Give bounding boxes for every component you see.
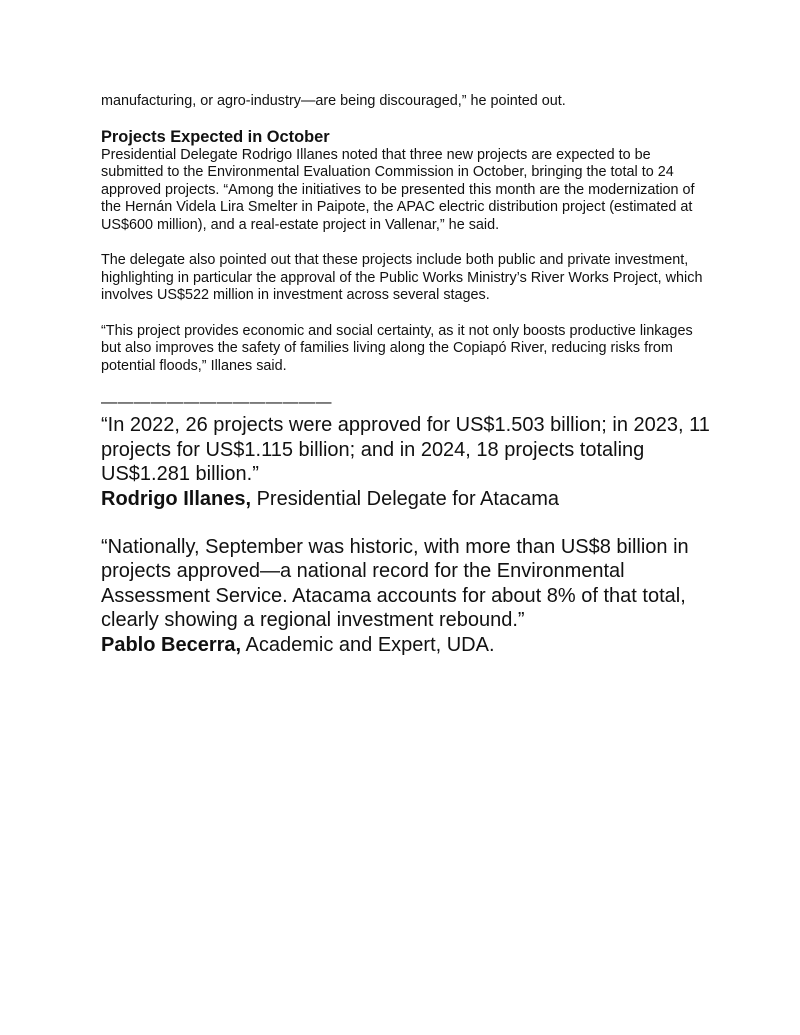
- quote-author-role: Academic and Expert, UDA.: [241, 633, 495, 656]
- body-paragraph-3: “This project provides economic and social certainty, as it not only boosts productive linkages but also improves the safety of families living along the Copiapó River, reducing risks from potential floods,” Illanes said.: [101, 322, 693, 374]
- quote-attribution: [101, 633, 711, 657]
- spacer: [101, 511, 711, 535]
- quote-author-role: Presidential Delegate for Atacama: [251, 487, 559, 510]
- quote-author: Pablo Becerra,: [101, 633, 242, 656]
- section-heading: Projects Expected in October: [101, 127, 330, 146]
- quote-author: Rodrigo Illanes,: [101, 487, 252, 510]
- body-paragraph-2: The delegate also pointed out that these projects include both public and private investment, highlighting in particular the approval of the Public Works Ministry’s River Works Project, which involves US$522 million in investment across several stages.: [101, 252, 703, 304]
- pull-quote-2: [101, 535, 711, 657]
- document-page: [101, 93, 711, 657]
- quote-text: “In 2022, 26 projects were approved for US$1.503 billion; in 2023, 11 projects for US$1.115 billion; and in 2024, 18 projects totaling US$1.281 billion.”: [101, 414, 710, 486]
- lead-paragraph: manufacturing, or agro-industry—are being discouraged,” he pointed out.: [101, 93, 566, 109]
- pull-quote-1: [101, 413, 711, 511]
- separator-line: ——————————————: [101, 394, 332, 412]
- quote-text: “Nationally, September was historic, with more than US$8 billion in projects approved—a national record for the Environmental Assessment Service. Atacama accounts for about 8% of that total, clearly showing a regional investment rebound.”: [101, 535, 689, 632]
- body-paragraph-1: Presidential Delegate Rodrigo Illanes noted that three new projects are expected to be submitted to the Environmental Evaluation Commission in October, bringing the total to 24 approved projects. “Among the initiatives to be presented this month are the modernization of the Hernán Videla Lira Smelter in Paipote, the APAC electric distribution project (estimated at US$600 million), and a real-estate project in Vallenar,” he said.: [101, 146, 695, 233]
- quote-attribution: [101, 487, 711, 511]
